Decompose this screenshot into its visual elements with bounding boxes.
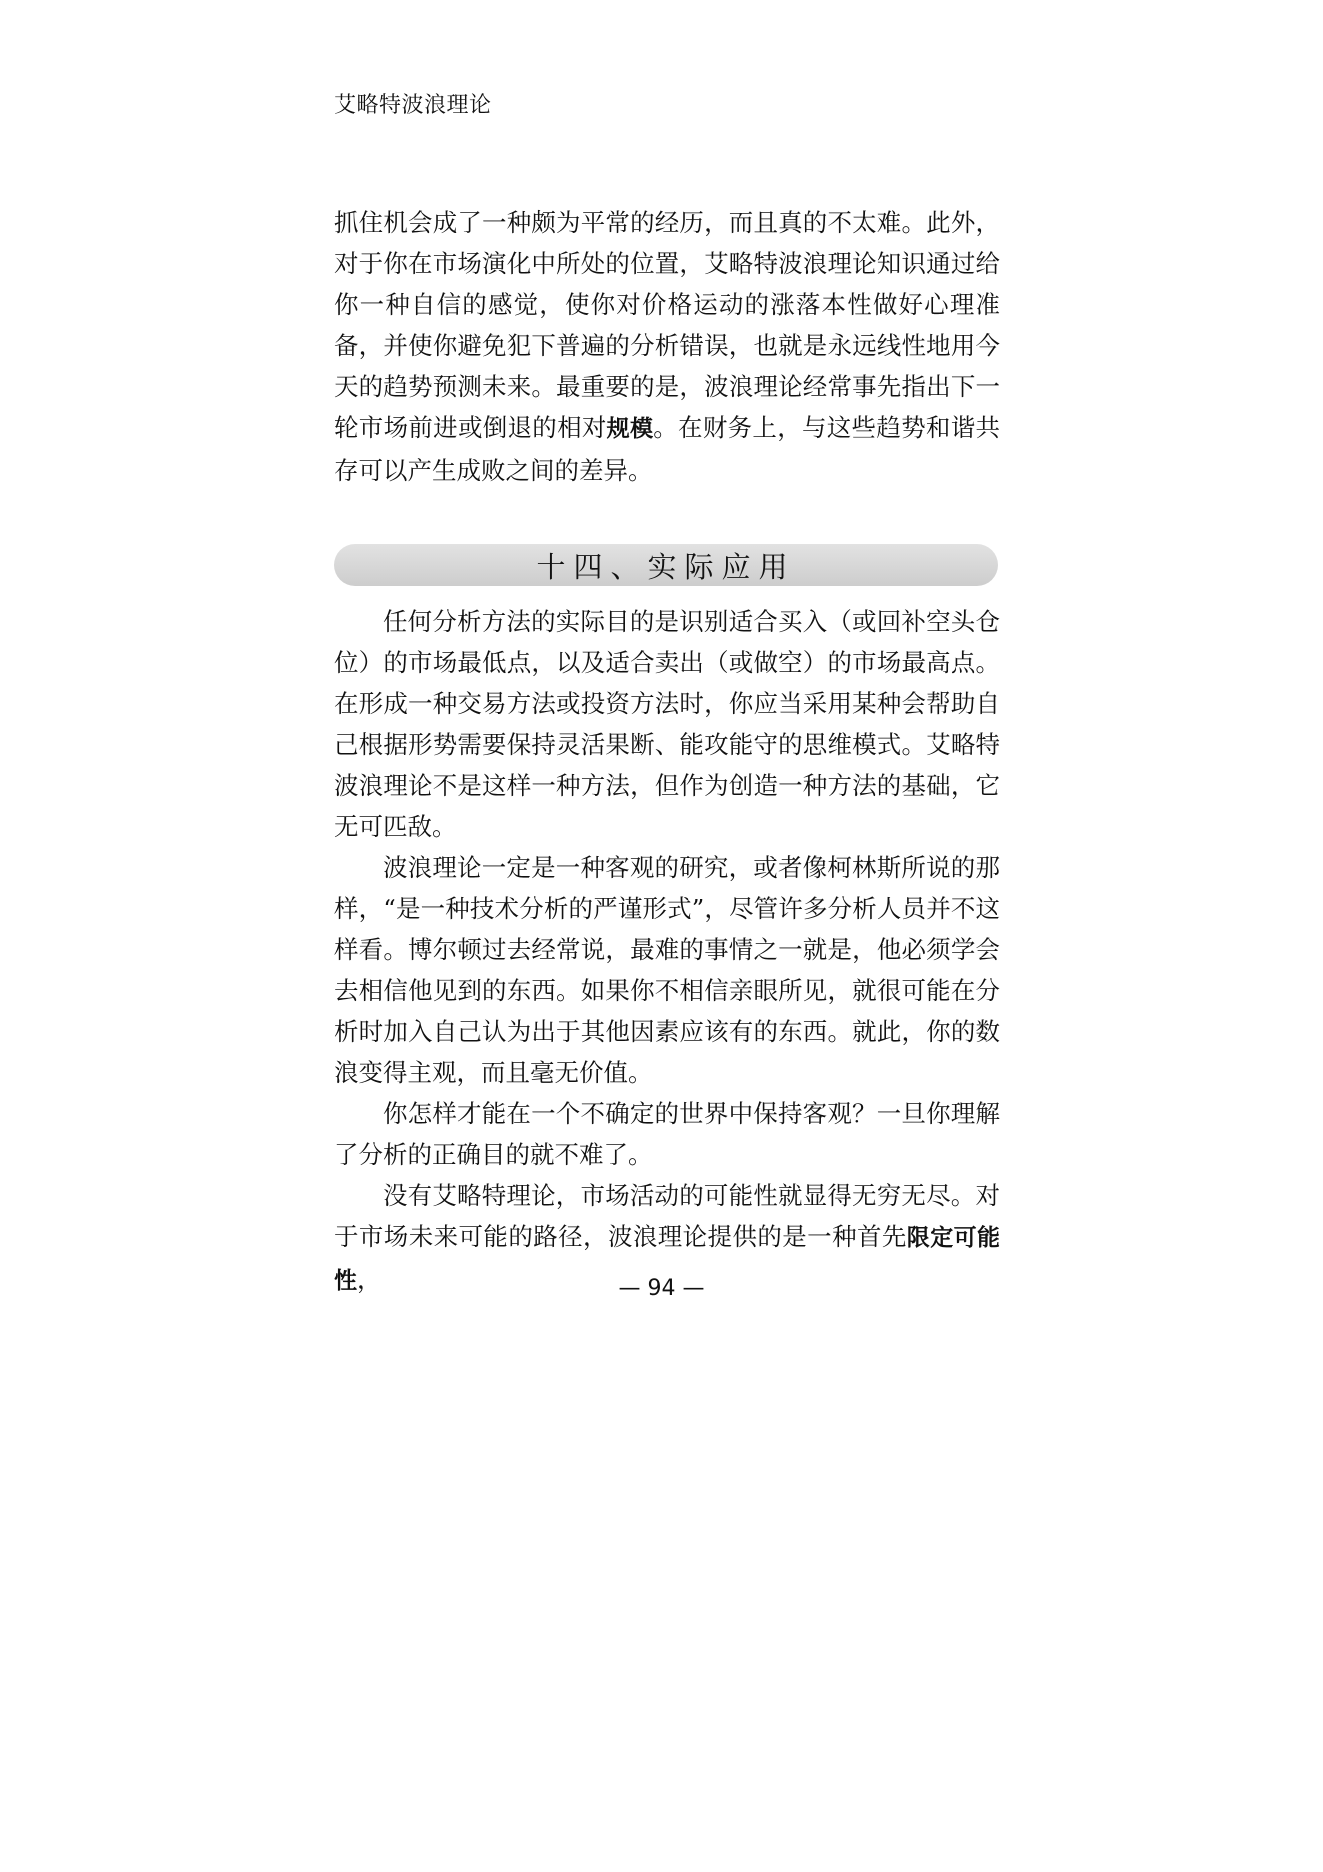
body-paragraph-2: 波浪理论一定是一种客观的研究，或者像柯林斯所说的那样，“是一种技术分析的严谨形式”，尽管许多分析人员并不这样看。博尔顿过去经常说，最难的事情之一就是，他必须学会去相信他见到的东西。如果你不相信亲眼所见，就很可能在分析时加入自己认为出于其他因素应该有的东西。就此，你的数浪变得主观，而且毫无价值。 [334, 853, 1000, 1087]
intro-text-block [334, 202, 1000, 491]
page-number: — 94 — [618, 1276, 705, 1301]
body-paragraph-4-emphasis: 限定可能性 [334, 1225, 1001, 1294]
intro-paragraph [334, 202, 1000, 491]
section-body [334, 601, 1000, 1302]
body-paragraph-3: 你怎样才能在一个不确定的世界中保持客观？一旦你理解了分析的正确目的就不难了。 [334, 1099, 1000, 1169]
body-paragraph-1: 任何分析方法的实际目的是识别适合买入（或回补空头仓位）的市场最低点，以及适合卖出（或做空）的市场最高点。在形成一种交易方法或投资方法时，你应当采用某种会帮助自己根据形势需要保持灵活果断、能攻能守的思维模式。艾略特波浪理论不是这样一种方法，但作为创造一种方法的基础，它无可匹敌。 [334, 607, 1000, 841]
running-header-title: 艾略特波浪理论 [334, 93, 492, 118]
section-title: 十四、实际应用 [536, 549, 796, 584]
body-paragraph-4-end: ， [357, 1265, 382, 1294]
section-heading-banner [334, 544, 998, 586]
intro-paragraph-end: 。在财务上，与这些趋势和谐共存可以产生成败之间的差异。 [334, 413, 1000, 485]
intro-emphasis: 规模 [606, 416, 654, 442]
intro-paragraph-start: 抓住机会成了一种颇为平常的经历，而且真的不太难。此外，对于你在市场演化中所处的位置，艾略特波浪理论知识通过给你一种自信的感觉，使你对价格运动的涨落本性做好心理准备，并使你避免犯下普遍的分析错误，也就是永远线性地用今天的趋势预测未来。最重要的是，波浪理论经常事先指出下一轮市场前进或倒退的相对 [334, 208, 1000, 442]
body-paragraph-4-start: 没有艾略特理论，市场活动的可能性就显得无穷无尽。对于市场未来可能的路径，波浪理论提供的是一种首先 [334, 1181, 1000, 1251]
